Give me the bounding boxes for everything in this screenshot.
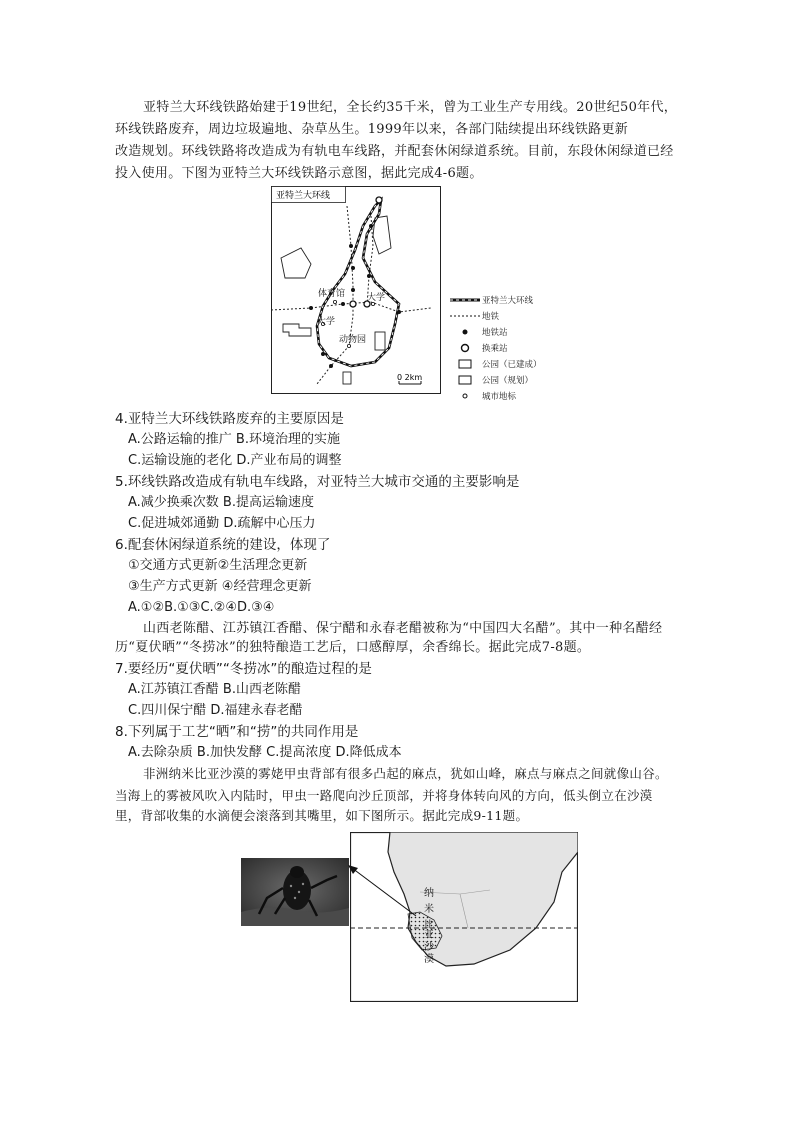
railway-loop-icon bbox=[448, 297, 482, 303]
q6-options: A.①②B.①③C.②④D.③④ bbox=[128, 600, 275, 615]
intro2-line1: 山西老陈醋、江苏镇江香醋、保宁醋和永春老醋被称为“中国四大名醋”。其中一种名醋经 bbox=[143, 621, 663, 636]
intro2-line2: 历“夏伏晒”“冬捞冰”的独特酿造工艺后，口感醇厚，余香绵长。据此完成7-8题。 bbox=[115, 640, 591, 655]
svg-text:0 2km: 0 2km bbox=[397, 373, 423, 382]
legend-item-subway: 地铁 bbox=[448, 308, 568, 324]
q5-stem: 5.环线铁路改造成有轨电车线路，对亚特兰大城市交通的主要影响是 bbox=[115, 474, 520, 490]
transfer-station-icon bbox=[448, 343, 482, 353]
subway-line-icon bbox=[448, 313, 482, 319]
label-zoo: 动物园 bbox=[339, 335, 367, 345]
q6-item-1: ①交通方式更新②生活理念更新 bbox=[128, 558, 308, 573]
landmark-icon bbox=[448, 392, 482, 400]
intro1-line4: 投入使用。下图为亚特兰大环线铁路示意图，据此完成4-6题。 bbox=[115, 166, 483, 181]
q4-options-2: C.运输设施的老化 D.产业布局的调整 bbox=[128, 453, 342, 468]
park-planned-east bbox=[375, 332, 385, 350]
legend-item-transfer: 换乘站 bbox=[448, 340, 568, 356]
park-planned-icon bbox=[448, 375, 482, 385]
intro1-line1: 亚特兰大环线铁路始建于19世纪，全长约35千米，曾为工业生产专用线。20世纪50年代， bbox=[143, 100, 678, 115]
legend-item-beltline: 亚特兰大环线 bbox=[448, 292, 568, 308]
q8-options: A.去除杂质 B.加快发酵 C.提高浓度 D.降低成本 bbox=[128, 745, 402, 760]
q4-options-1: A.公路运输的推广 B.环境治理的实施 bbox=[128, 432, 340, 447]
intro3-line3: 里，背部收集的水滴便会滚落到其嘴里，如下图所示。据此完成9-11题。 bbox=[115, 808, 529, 823]
label-university-2: 大学 bbox=[317, 317, 336, 327]
q4-stem: 4.亚特兰大环线铁路废弃的主要原因是 bbox=[115, 411, 344, 427]
legend-item-park-built: 公园（已建成） bbox=[448, 356, 568, 372]
intro1-line2: 环线铁路废弃，周边垃圾遍地、杂草丛生。1999年以来，各部门陆续提出环线铁路更新 bbox=[115, 122, 629, 137]
subway-station-icon bbox=[448, 327, 482, 337]
legend-item-landmark: 城市地标 bbox=[448, 388, 568, 404]
map-title: 亚特兰大环线 bbox=[276, 191, 331, 201]
label-desert-1: 亚 bbox=[424, 930, 434, 941]
q8-stem: 8.下列属于工艺“晒”和“捞”的共同作用是 bbox=[115, 724, 359, 740]
label-stadium: 体育馆 bbox=[318, 289, 346, 299]
legend-item-subway-station: 地铁站 bbox=[448, 324, 568, 340]
label-namibia-2: 米 bbox=[424, 904, 434, 915]
intro1-line3: 改造规划。环线铁路将改造成为有轨电车线路，并配套休闲绿道系统。目前，东段休闲绿道已经 bbox=[115, 144, 674, 159]
park-planned-south bbox=[343, 372, 351, 384]
label-desert-3: 漠 bbox=[424, 954, 434, 965]
legend-item-park-planned: 公园（规划） bbox=[448, 372, 568, 388]
q6-stem: 6.配套休闲绿道系统的建设，体现了 bbox=[115, 537, 331, 553]
q7-stem: 7.要经历“夏伏晒”“冬捞冰”的酿造过程的是 bbox=[115, 661, 372, 677]
label-university-1: 大学 bbox=[367, 293, 386, 303]
q5-options-1: A.减少换乘次数 B.提高运输速度 bbox=[128, 495, 314, 510]
q7-options-1: A.江苏镇江香醋 B.山西老陈醋 bbox=[128, 682, 301, 697]
label-desert-2: 沙 bbox=[424, 942, 434, 953]
q7-options-2: C.四川保宁醋 D.福建永春老醋 bbox=[128, 703, 303, 718]
q6-item-2: ③生产方式更新 ④经营理念更新 bbox=[128, 579, 312, 594]
pointer-arrow bbox=[340, 860, 420, 920]
intro3-line2: 当海上的雾被风吹入内陆时，甲虫一路爬向沙丘顶部，并将身体转向风的方向，低头倒立在沙漠 bbox=[115, 788, 653, 803]
map-legend bbox=[448, 292, 568, 404]
label-namibia-1: 纳 bbox=[424, 888, 434, 899]
q5-options-2: C.促进城郊通勤 D.疏解中心压力 bbox=[128, 516, 316, 531]
intro3-line1: 非洲纳米比亚沙漠的雾姥甲虫背部有很多凸起的麻点，犹如山峰，麻点与麻点之间就像山谷。 bbox=[143, 766, 668, 781]
beetle-photo bbox=[241, 858, 349, 926]
label-namibia-3: 比 bbox=[424, 920, 434, 931]
atlanta-beltline-map bbox=[271, 186, 441, 394]
park-built-icon bbox=[448, 359, 482, 369]
